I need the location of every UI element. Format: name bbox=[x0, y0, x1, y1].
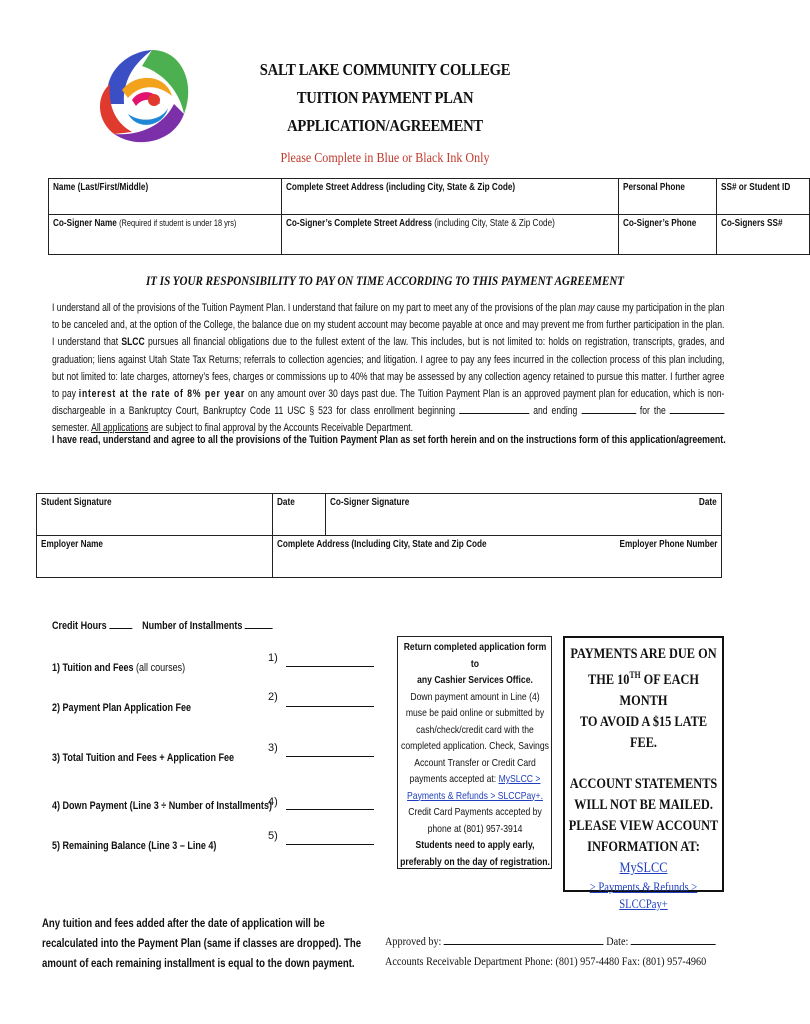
cosigner-signature-field[interactable]: Co-Signer Signature bbox=[325, 494, 593, 536]
line-2-label: 2) Payment Plan Application Fee bbox=[52, 702, 192, 714]
employer-phone-field[interactable]: Employer Phone Number bbox=[594, 536, 722, 578]
student-signature-field[interactable]: Student Signature bbox=[37, 494, 273, 536]
myslcc-link[interactable]: MySLCC > bbox=[498, 773, 541, 785]
payment-due-box: PAYMENTS ARE DUE ON THE 10TH OF EACH MONTH TO AVOID A $15 LATE FEE. ACCOUNT STATEMENTS WILL NOT BE MAILED. PLEASE VIEW ACCOUNT INFORMATION AT: MySLCC > Payments & Refunds > SLCCPay+ bbox=[563, 636, 724, 892]
college-name: SALT LAKE COMMUNITY COLLEGE bbox=[259, 60, 511, 79]
line-3-number: 3) bbox=[268, 742, 278, 754]
slccpay-link[interactable]: SLCCPay+ bbox=[619, 896, 668, 911]
payments-refunds-account-link[interactable]: > Payments & Refunds > bbox=[589, 879, 698, 894]
approved-by-blank[interactable] bbox=[444, 933, 604, 945]
cosigner-name-field[interactable]: Co-Signer Name (Required if student is under 18 yrs) bbox=[49, 215, 282, 255]
line-1-number: 1) bbox=[268, 652, 278, 664]
line-3-input[interactable] bbox=[286, 744, 374, 757]
beginning-blank[interactable] bbox=[459, 403, 529, 414]
approval-date-blank[interactable] bbox=[631, 933, 716, 945]
myslcc-account-link[interactable]: MySLCC bbox=[619, 859, 668, 876]
cosigner-address-field[interactable]: Co-Signer’s Complete Street Address (including City, State & Zip Code) bbox=[281, 215, 618, 255]
agreement-paragraph: I understand all of the provisions of the Tuition Payment Plan. I understand that failure on my part to meet any of the provisions of the plan may cause my participation in the plan to be canceled and, at the option of the College, the balance due on my student account may become payable at once and may prevent me from further participation in the plan. I understand that SLCC pursues all financial obligations due to the fullest extent of the law. This includes, but is not limited to: holds on registration, transcripts, grades, and graduation; liens against Utah State Tax Returns; referrals to collection agencies; and litigation. I agree to pay any fees incurred in the collection process of this plan including, but not limited to: late charges, attorney’s fees, charges or commissions up to 40% that may be assessed by any collection agency retained to pursue this matter. I further agree to pay interest at the rate of 8% per year on any amount over 30 days past due. The Tuition Payment Plan is an approved payment plan for education, which is non-dischargeable in a Bankruptcy Court, Bankruptcy Code 11 USC § 523 for class enrollment beginning and ending for the semester. All applications are subject to final approval by the Accounts Receivable Department. bbox=[52, 302, 725, 435]
approval-line: Approved by: Date: bbox=[385, 933, 716, 949]
cosigner-date-field[interactable]: Date bbox=[594, 494, 722, 536]
line-4-label: 4) Down Payment (Line 3 ÷ Number of Installments) bbox=[52, 800, 272, 812]
ar-contact: Accounts Receivable Department Phone: (801) 957-4480 Fax: (801) 957-4960 bbox=[385, 954, 707, 968]
name-field[interactable]: Name (Last/First/Middle) bbox=[49, 179, 282, 215]
line-1-input[interactable] bbox=[286, 654, 374, 667]
payments-refunds-link[interactable]: Payments & Refunds > SLCCPay+. bbox=[407, 789, 543, 802]
cosigner-ssn-field[interactable]: Co-Signers SS# bbox=[717, 215, 810, 255]
phone-field[interactable]: Personal Phone bbox=[618, 179, 716, 215]
line-5-number: 5) bbox=[268, 830, 278, 842]
semester-blank[interactable] bbox=[670, 403, 725, 414]
student-date-field[interactable]: Date bbox=[272, 494, 325, 536]
line-1-label: 1) Tuition and Fees (all courses) bbox=[52, 662, 186, 674]
employer-name-field[interactable]: Employer Name bbox=[37, 536, 273, 578]
line-5-input[interactable] bbox=[286, 832, 374, 845]
employer-address-field[interactable]: Complete Address (Including City, State and Zip Code bbox=[272, 536, 593, 578]
agreement-title: APPLICATION/AGREEMENT bbox=[287, 116, 483, 135]
line-4-input[interactable] bbox=[286, 797, 374, 810]
cosigner-phone-field[interactable]: Co-Signer’s Phone bbox=[618, 215, 716, 255]
responsibility-heading: IT IS YOUR RESPONSIBILITY TO PAY ON TIME ACCORDING TO THIS PAYMENT AGREEMENT bbox=[145, 273, 625, 288]
line-4-number: 4) bbox=[268, 796, 278, 808]
line-2-input[interactable] bbox=[286, 694, 374, 707]
plan-title: TUITION PAYMENT PLAN bbox=[296, 88, 474, 107]
applicant-info-table bbox=[48, 178, 810, 255]
ssn-field[interactable]: SS# or Student ID bbox=[717, 179, 810, 215]
credit-hours-row: Credit Hours Number of Installments bbox=[52, 618, 273, 632]
address-field[interactable]: Complete Street Address (including City, State & Zip Code) bbox=[281, 179, 618, 215]
credit-hours-blank[interactable] bbox=[109, 618, 132, 629]
agree-statement: I have read, understand and agree to all the provisions of the Tuition Payment Plan as set forth herein and on the instructions form of this application/agreement. bbox=[52, 434, 726, 446]
recalculation-note: Any tuition and fees added after the date of application will be recalculated into the Payment Plan (same if classes are dropped). The amount of each remaining installment is equal to the down payment. bbox=[42, 916, 362, 970]
return-instructions-box: Return completed application form to any Cashier Services Office. Down payment amount in Line (4) muse be paid online or submitted by cash/check/credit card with the completed application. Check, Savings Account Transfer or Credit Card payments accepted at: MySLCC > Payments & Refunds > SLCCPay+. Credit Card Payments accepted by phone at (801) 957-3914 Students need to apply early, preferably on the day of registration. bbox=[397, 636, 552, 869]
ending-blank[interactable] bbox=[581, 403, 636, 414]
line-2-number: 2) bbox=[268, 691, 278, 703]
line-3-label: 3) Total Tuition and Fees + Application Fee bbox=[52, 752, 235, 764]
line-5-label: 5) Remaining Balance (Line 3 – Line 4) bbox=[52, 840, 217, 852]
college-logo bbox=[92, 44, 196, 152]
signature-table bbox=[36, 493, 722, 578]
installments-blank[interactable] bbox=[245, 618, 273, 629]
ink-instruction: Please Complete in Blue or Black Ink Only bbox=[280, 151, 490, 166]
